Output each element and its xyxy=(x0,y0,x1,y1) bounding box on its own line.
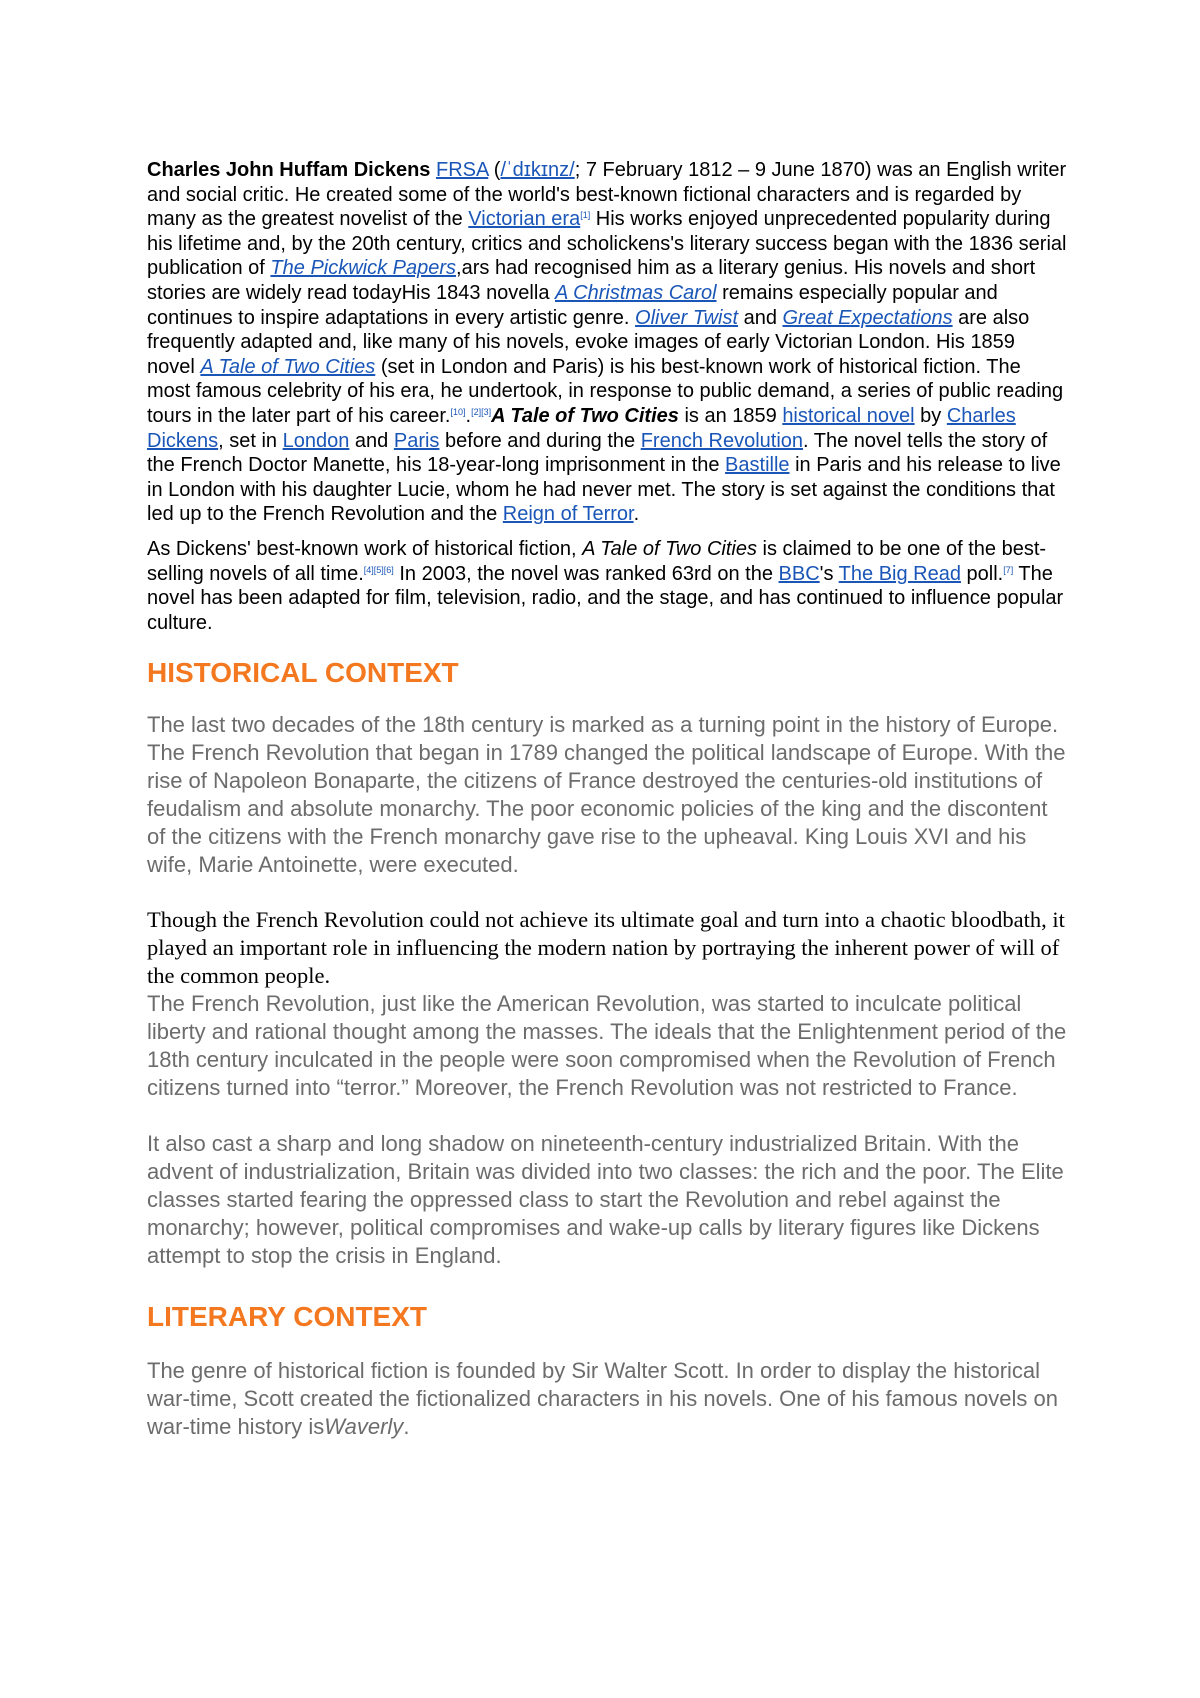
citation-ref[interactable]: [2][3] xyxy=(471,406,492,417)
waverly-title: Waverly xyxy=(324,1414,404,1440)
text: , set in xyxy=(218,429,283,452)
text: . xyxy=(403,1414,410,1440)
tale-title-italic: A Tale of Two Cities xyxy=(582,537,757,560)
text: is an 1859 xyxy=(678,404,783,427)
link-historical-novel[interactable]: historical novel xyxy=(782,404,915,427)
author-name: Charles John Huffam Dickens xyxy=(147,159,431,181)
link-frsa[interactable]: FRSA xyxy=(435,159,489,181)
historical-paragraph-4: It also cast a sharp and long shadow on nineteenth-century industrialized Britain. With the advent of industrialization, Britain was divided into two classes: the rich and the poor. The Elite classes started fearing the oppressed class to start the Revolution and rebel against the monarchy; however, political compromises and wake-up calls by literary figures like Dickens attempt to stop the crisis in England. xyxy=(147,1131,1064,1269)
link-bastille[interactable]: Bastille xyxy=(725,454,790,477)
tale-title-bold: A Tale of Two Cities xyxy=(491,404,679,427)
text: is claimed to be one of the best-selling novels of all time. xyxy=(147,537,1047,585)
link-london[interactable]: London xyxy=(282,429,350,452)
text: poll. xyxy=(960,562,1004,585)
link-tale-of-two-cities[interactable]: A Tale of Two Cities xyxy=(200,355,376,378)
historical-paragraph-3: The French Revolution, just like the American Revolution, was started to inculcate political liberty and rational thought among the masses. The ideals that the Enlightenment period of the 18th century inculcated in the people were soon compromised when the Revolution of French citizens turned into “terror.” Moreover, the French Revolution was not restricted to France. xyxy=(147,991,1067,1101)
text: before and during the xyxy=(439,429,641,452)
text: and xyxy=(738,306,783,329)
text: remains especially popular and continues to inspire adaptations in every artistic genre. xyxy=(147,281,998,329)
citation-ref[interactable]: [10] xyxy=(450,406,466,417)
link-oliver-twist[interactable]: Oliver Twist xyxy=(635,306,739,329)
citation-ref[interactable]: [4][5][6] xyxy=(363,564,394,575)
link-great-expectations[interactable]: Great Expectations xyxy=(782,306,953,329)
text: (set in London and Paris) is his best-known work of historical fiction. The most famous celebrity of his era, he undertook, in response to public demand, a series of public reading tours in the later part of his career. xyxy=(147,355,1064,427)
link-french-revolution[interactable]: French Revolution xyxy=(640,429,804,452)
link-victorian-era[interactable]: Victorian era xyxy=(468,208,581,231)
text: In 2003, the novel was ranked 63rd on the xyxy=(393,562,779,585)
text: His works enjoyed unprecedented popularity during his lifetime and, by the 20th century, critics and scholickens's literary success began with the 1836 serial publication of xyxy=(147,208,1067,280)
link-reign-of-terror[interactable]: Reign of Terror xyxy=(502,503,634,526)
text: . xyxy=(633,503,640,526)
literary-context-heading: LITERARY CONTEXT xyxy=(147,1301,428,1333)
text: by xyxy=(914,404,947,427)
historical-paragraph-1: The last two decades of the 18th century is marked as a turning point in the history of Europe. The French Revolution that began in 1789 changed the political landscape of Europe. With the rise of Napoleon Bonaparte, the citizens of France destroyed the centuries-old institutions of feudalism and absolute monarchy. The poor economic policies of the king and the discontent of the citizens with the French monarchy gave rise to the upheaval. King Louis XVI and his wife, Marie Antoinette, were executed. xyxy=(147,712,1066,878)
text: . The novel tells the story of the French Doctor Manette, his 18-year-long imprisonment in the xyxy=(147,429,1048,477)
literary-paragraph-1 xyxy=(147,1357,1067,1441)
text: and xyxy=(349,429,394,452)
document-content xyxy=(147,158,1067,1441)
link-paris[interactable]: Paris xyxy=(393,429,440,452)
text: The genre of historical fiction is founded by Sir Walter Scott. In order to display the historical war-time, Scott created the fictionalized characters in his novels. One of his famous novels on war-time history is xyxy=(147,1358,1058,1440)
link-ipa[interactable]: /ˈdɪkɪnz/ xyxy=(500,159,575,181)
link-big-read[interactable]: The Big Read xyxy=(838,562,961,585)
citation-ref[interactable]: [1] xyxy=(580,210,591,221)
text: . xyxy=(465,404,472,427)
historical-paragraph-2: Though the French Revolution could not achieve its ultimate goal and turn into a chaotic bloodbath, it played an important role in influencing the modern nation by portraying the inherent power of will of the common people. xyxy=(147,907,1065,989)
text: ; 7 February 1812 – 9 June 1870) was an English writer and social critic. He created some of the world's best-known fictional characters and is regarded by many as the greatest novelist of the xyxy=(147,159,1067,231)
text: ,ars had recognised him as a literary genius. His novels and short stories are widely read todayHis 1843 novella xyxy=(147,257,1036,304)
text: are also frequently adapted and, like many of his novels, evoke images of early Victorian London. His 1859 novel xyxy=(147,306,1030,378)
text: As Dickens' best-known work of historical fiction, xyxy=(147,537,583,560)
link-christmas-carol[interactable]: A Christmas Carol xyxy=(555,281,717,304)
text: ( xyxy=(488,159,501,181)
link-bbc[interactable]: BBC xyxy=(778,562,820,585)
text: in Paris and his release to live in London with his daughter Lucie, whom he had never met. The story is set against the conditions that led up to the French Revolution and the xyxy=(147,454,1061,526)
link-charles-dickens[interactable]: Charles Dickens xyxy=(147,404,1016,452)
second-paragraph xyxy=(147,537,1067,635)
text: 's xyxy=(819,562,839,585)
citation-ref[interactable]: [7] xyxy=(1003,564,1014,575)
intro-paragraph xyxy=(147,158,1067,527)
historical-context-heading: HISTORICAL CONTEXT xyxy=(147,657,459,689)
text: The novel has been adapted for film, television, radio, and the stage, and has continued to influence popular culture. xyxy=(147,562,1064,634)
link-pickwick-papers[interactable]: The Pickwick Papers xyxy=(270,257,457,280)
